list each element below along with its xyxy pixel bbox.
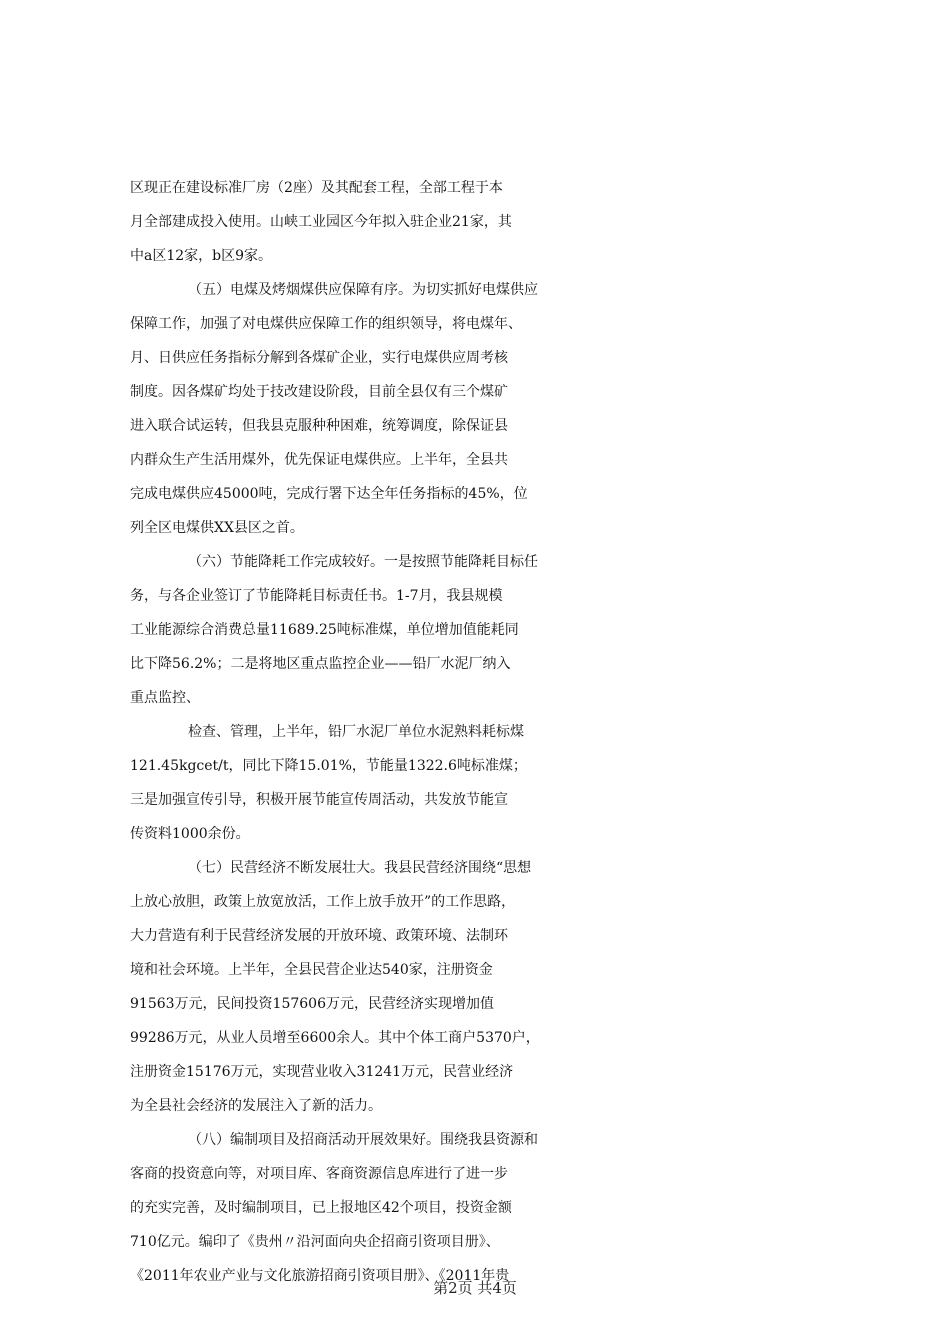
text-line: 内群众生产生活用煤外，优先保证电煤供应。上半年，全县共 (130, 452, 508, 468)
text-line: 进入联合试运转，但我县克服种种困难，统筹调度，除保证县 (130, 418, 508, 434)
text-line: 月全部建成投入使用。山峡工业园区今年拟入驻企业21家，其 (130, 214, 512, 230)
text-line: 客商的投资意向等，对项目库、客商资源信息库进行了进一步 (130, 1166, 508, 1182)
text-line: 121.45kgcet/t，同比下降15.01%，节能量1322.6吨标准煤； (130, 758, 527, 774)
text-line: （五）电煤及烤烟煤供应保障有序。为切实抓好电煤供应 (188, 282, 538, 298)
text-line: （八）编制项目及招商活动开展效果好。围绕我县资源和 (188, 1132, 538, 1148)
text-line: 注册资金15176万元，实现营业收入31241万元，民营业经济 (130, 1064, 514, 1080)
text-line: 上放心放胆，政策上放宽放活，工作上放手放开”的工作思路， (130, 894, 516, 910)
text-line: 《2011年农业产业与文化旅游招商引资项目册》、《2011年贵 (130, 1268, 510, 1284)
text-line: 务，与各企业签订了节能降耗目标责任书。1-7月，我县规模 (130, 588, 503, 604)
text-line: 大力营造有利于民营经济发展的开放环境、政策环境、法制环 (130, 928, 508, 944)
text-line: 制度。因各煤矿均处于技改建设阶段，目前全县仅有三个煤矿 (130, 384, 508, 400)
text-line: 境和社会环境。上半年，全县民营企业达540家，注册资金 (130, 962, 493, 978)
text-line: 传资料1000余份。 (130, 826, 250, 842)
text-line: 三是加强宣传引导，积极开展节能宣传周活动，共发放节能宣 (130, 792, 508, 808)
text-line: 检查、管理，上半年，铅厂水泥厂单位水泥熟料耗标煤 (188, 724, 524, 740)
text-line: 为全县社会经济的发展注入了新的活力。 (130, 1098, 382, 1114)
text-line: 完成电煤供应45000吨，完成行署下达全年任务指标的45%，位 (130, 486, 528, 502)
text-line: （七）民营经济不断发展壮大。我县民营经济围绕“思想 (188, 860, 532, 876)
text-line: 重点监控、 (130, 690, 200, 706)
text-line: 中a区12家，b区9家。 (130, 248, 273, 264)
text-line: 的充实完善，及时编制项目，已上报地区42个项目，投资金额 (130, 1200, 512, 1216)
text-line: 710亿元。编印了《贵州〃沿河面向央企招商引资项目册》、 (130, 1234, 500, 1250)
text-line: 比下降56.2%；二是将地区重点监控企业——铅厂水泥厂纳入 (130, 656, 511, 672)
text-line: 91563万元，民间投资157606万元，民营经济实现增加值 (130, 996, 494, 1012)
text-line: 列全区电煤供XX县区之首。 (130, 520, 304, 536)
text-line: 99286万元，从业人员增至6600余人。其中个体工商户5370户， (130, 1030, 540, 1046)
text-line: （六）节能降耗工作完成较好。一是按照节能降耗目标任 (188, 554, 538, 570)
text-line: 月、日供应任务指标分解到各煤矿企业，实行电煤供应周考核 (130, 350, 508, 366)
page-footer: 第2页 共4页 (433, 1279, 517, 1297)
document-body (130, 171, 830, 1293)
text-line: 区现正在建设标准厂房（2座）及其配套工程，全部工程于本 (130, 180, 503, 196)
text-line: 保障工作，加强了对电煤供应保障工作的组织领导，将电煤年、 (130, 316, 522, 332)
text-line: 工业能源综合消费总量11689.25吨标准煤，单位增加值能耗同 (130, 622, 519, 638)
